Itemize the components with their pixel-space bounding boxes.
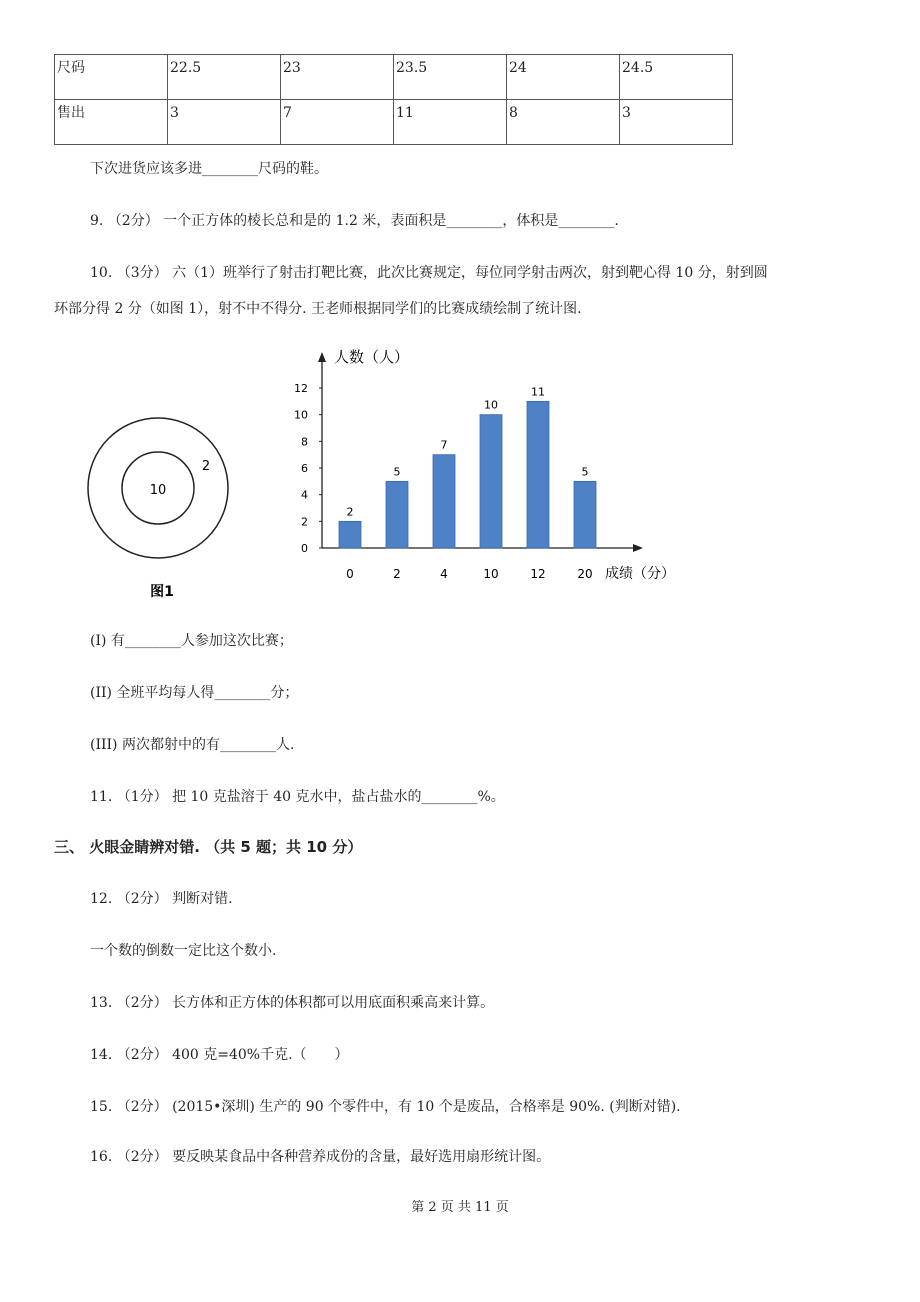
question-10-sub3: (III) 两次都射中的有________人.: [90, 737, 295, 753]
table-cell: 24.5: [620, 55, 733, 100]
bar: [574, 481, 596, 548]
question-14: 14. （2分） 400 克=40%千克.（ ）: [90, 1047, 349, 1063]
table-cell: 24: [507, 55, 620, 100]
bar: [480, 415, 502, 548]
bar: [433, 455, 455, 548]
figure-caption: 图1: [150, 584, 174, 600]
y-tick-label: 12: [294, 382, 308, 395]
x-axis-label: 成绩（分）: [605, 566, 675, 582]
y-tick-label: 2: [301, 515, 308, 529]
table-cell: 3: [168, 100, 281, 145]
y-tick-label: 6: [301, 462, 308, 475]
data-label: 5: [581, 465, 589, 479]
shoe-size-table: [54, 54, 733, 145]
y-axis-label: 人数（人）: [334, 348, 410, 366]
data-label: 2: [346, 505, 354, 519]
y-axis-arrow: [318, 352, 326, 362]
question-8-followup: 下次进货应该多进________尺码的鞋。: [90, 161, 328, 177]
table-cell: 22.5: [168, 55, 281, 100]
bar: [339, 521, 361, 548]
table-row: [55, 100, 733, 145]
question-10-sub1: (I) 有________人参加这次比赛；: [90, 633, 293, 649]
ring-label: 2: [201, 459, 211, 474]
question-13: 13. （2分） 长方体和正方体的体积都可以用底面积乘高来计算。: [90, 995, 495, 1011]
table-cell: 尺码: [55, 55, 168, 100]
bar: [386, 481, 408, 548]
question-16: 16. （2分） 要反映某食品中各种营养成份的含量，最好选用扇形统计图。: [90, 1149, 551, 1165]
x-tick-label: 0: [346, 567, 354, 581]
table-cell: 3: [620, 100, 733, 145]
question-9: 9. （2分） 一个正方体的棱长总和是的 1.2 米，表面积是________，体积是________.: [90, 213, 619, 229]
table-cell: 23: [281, 55, 394, 100]
table-cell: 售出: [55, 100, 168, 145]
x-tick-label: 2: [393, 567, 401, 581]
y-tick-label: 4: [301, 488, 308, 502]
target-figure: [80, 390, 240, 610]
question-10-line1: 10. （3分） 六（1）班举行了射击打靶比赛，此次比赛规定，每位同学射击两次，射到靶心得 10 分，射到圆: [90, 265, 768, 281]
table-cell: 11: [394, 100, 507, 145]
x-axis-arrow: [633, 544, 643, 552]
question-10-sub2: (II) 全班平均每人得________分；: [90, 685, 299, 701]
x-tick-label: 12: [530, 567, 546, 581]
table-row: [55, 55, 733, 100]
question-12: 12. （2分） 判断对错.: [90, 891, 233, 907]
x-tick-label: 4: [440, 567, 448, 581]
section-3-heading: 三、 火眼金睛辨对错. （共 5 题；共 10 分）: [54, 838, 363, 856]
bullseye-label: 10: [149, 483, 167, 498]
question-15: 15. （2分） (2015•深圳) 生产的 90 个零件中，有 10 个是废品，合格率是 90%. (判断对错).: [90, 1099, 681, 1115]
data-label: 5: [393, 465, 401, 479]
x-tick-label: 10: [483, 567, 499, 581]
question-10-line2: 环部分得 2 分（如图 1），射不中不得分. 王老师根据同学们的比赛成绩绘制了统计图.: [54, 301, 582, 317]
y-tick-label: 10: [294, 408, 308, 422]
table-cell: 7: [281, 100, 394, 145]
table-cell: 23.5: [394, 55, 507, 100]
score-bar-chart: [280, 340, 680, 590]
table-cell: 8: [507, 100, 620, 145]
y-tick-label: 0: [301, 542, 308, 555]
question-11: 11. （1分） 把 10 克盐溶于 40 克水中，盐占盐水的________%。: [90, 789, 505, 805]
page-footer: 第 2 页 共 11 页: [411, 1200, 509, 1215]
data-label: 10: [484, 398, 498, 412]
bar: [527, 401, 549, 548]
x-tick-label: 20: [577, 567, 593, 581]
y-tick-label: 8: [301, 435, 308, 449]
data-label: 11: [531, 385, 545, 399]
data-label: 7: [440, 438, 448, 452]
question-12-body: 一个数的倒数一定比这个数小.: [90, 943, 277, 959]
